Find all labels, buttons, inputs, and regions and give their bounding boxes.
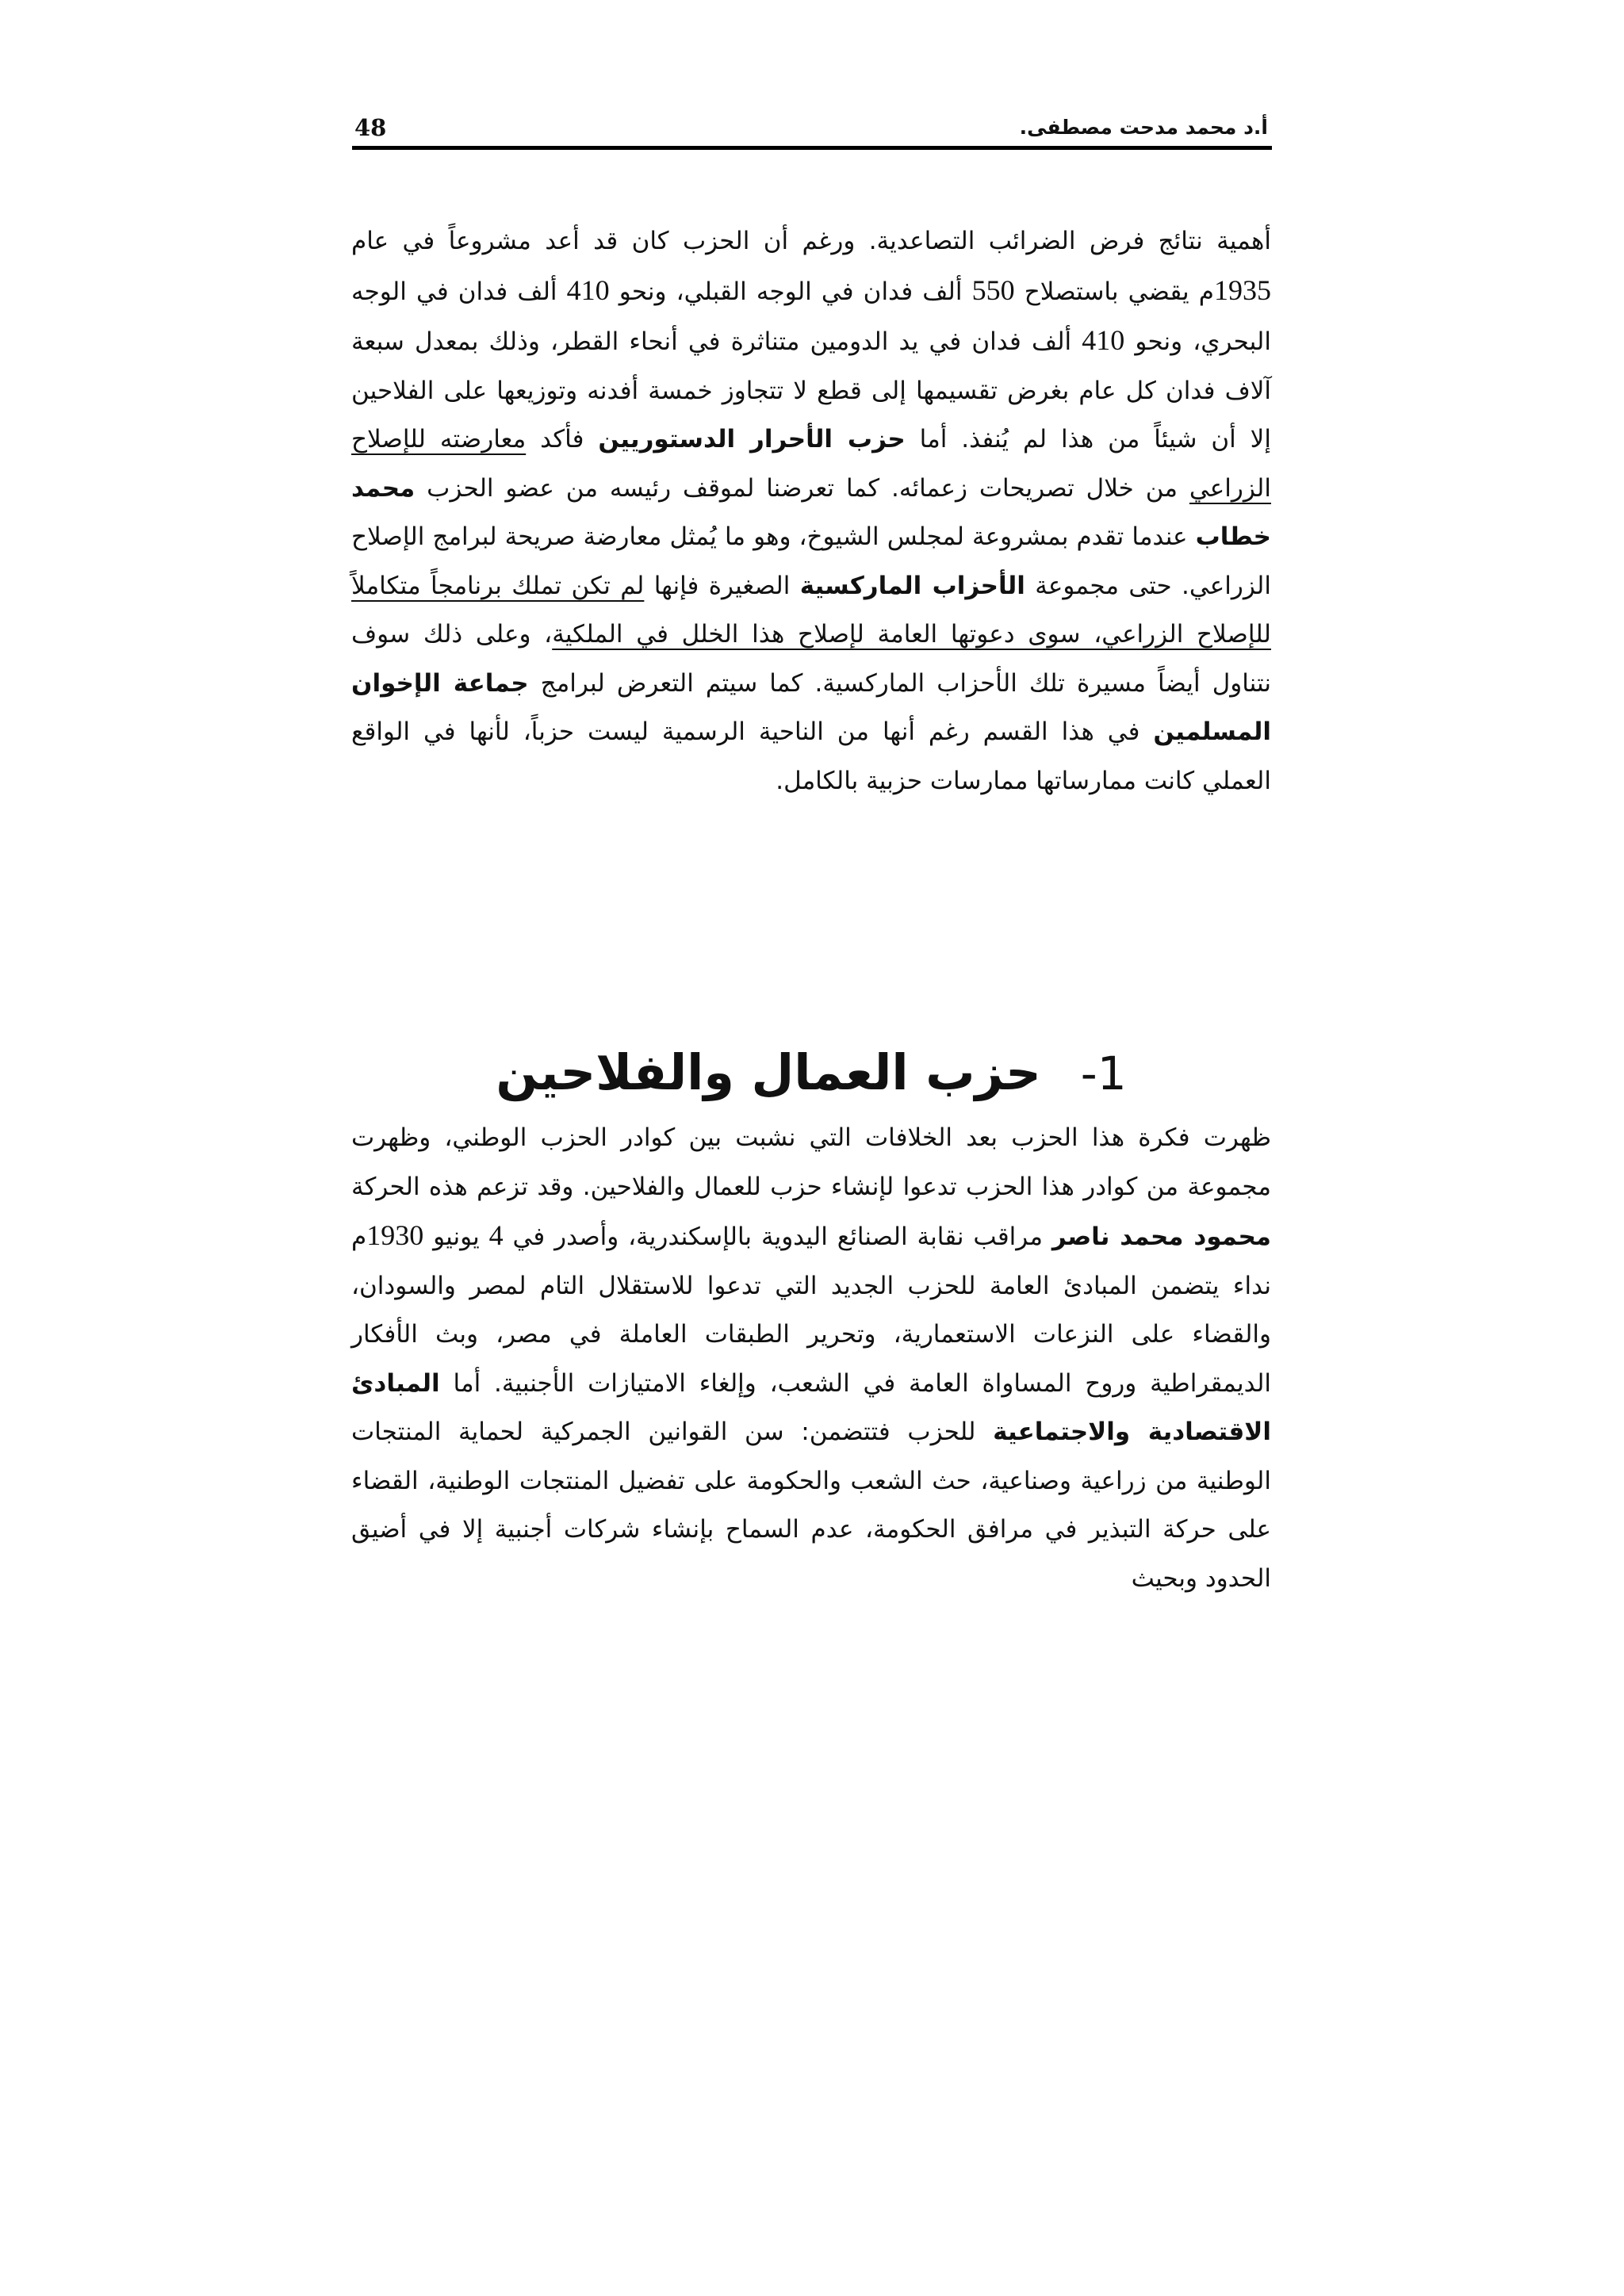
bold-term: محمود محمد ناصر: [1051, 1223, 1271, 1251]
body-paragraph-2: [351, 1114, 1271, 1603]
underlined-phrase: لم تكن تملك برنامجاً متكاملاً للإصلاح الزراعي، سوى دعوتها العامة لإصلاح هذا الخلل في الملكية: [351, 571, 1271, 649]
text-run: ألف فدان في يد الدومين متناثرة في أنحاء القطر، وذلك بمعدل سبعة آلاف فدان كل عام بغرض تقسيمها إلى قطع لا تتجاوز خمسة أفدنه وتوزيعها على الفلاحين إلا أن شيئاً من هذا لم يُنفذ. أما: [351, 327, 1271, 453]
text-run: ألف فدان في الوجه القبلي، ونحو: [609, 277, 972, 306]
header-rule: [352, 146, 1272, 150]
bold-term: المبادئ الاقتصادية والاجتماعية: [351, 1368, 1271, 1446]
text-run: م نداء يتضمن المبادئ العامة للحزب الجديد التي تدعوا للاستقلال التام لمصر والسودان، والقضاء على النزعات الاستعمارية، وتحرير الطبقات العاملة في مصر، وبث الأفكار الديمقراطية وروح المساواة العامة في الشعب، وإلغاء الامتيازات الأجنبية. أما: [351, 1223, 1271, 1398]
page-number: 48: [354, 114, 387, 141]
text-run: يونيو: [423, 1223, 489, 1251]
bold-term: الأحزاب الماركسية: [799, 571, 1025, 600]
text-run: ظهرت فكرة هذا الحزب بعد الخلافات التي نشبت بين كوادر الحزب الوطني، وظهرت مجموعة من كوادر هذا الحزب تدعوا لإنشاء حزب للعمال والفلاحين. وقد تزعم هذه الحركة: [351, 1123, 1271, 1201]
area-number: 550: [971, 274, 1015, 306]
section-heading: [351, 1029, 1271, 1116]
bold-term: جماعة الإخوان المسلمين: [351, 668, 1271, 746]
bold-term: محمد خطاب: [351, 473, 1271, 551]
text-run: ، وعلى ذلك سوف نتناول أيضاً مسيرة تلك الأحزاب الماركسية. كما سيتم التعرض لبرامج: [351, 620, 1271, 698]
text-run: عندما تقدم بمشروعة لمجلس الشيوخ، وهو ما يُمثل معارضة صريحة لبرامج الإصلاح الزراعي. حتى مجموعة: [351, 522, 1271, 600]
text-run: في هذا القسم رغم أنها من الناحية الرسمية ليست حزباً، لأنها في الواقع العملي كانت ممارساتها ممارسات حزبية بالكامل.: [351, 718, 1271, 795]
text-run: مراقب نقابة الصنائع اليدوية بالإسكندرية، وأصدر في: [503, 1223, 1052, 1251]
body-paragraph-1: [351, 217, 1271, 806]
header-author: أ.د محمد مدحت مصطفى.: [1019, 116, 1268, 139]
year-number: 1935: [1214, 274, 1271, 306]
text-run: الصغيرة فإنها: [644, 571, 800, 600]
text-run: فأكد: [526, 425, 599, 453]
text-run: من خلال تصريحات زعمائه. كما تعرضنا لموقف رئيسه من عضو الحزب: [415, 473, 1189, 503]
year-number: 1930: [366, 1219, 424, 1251]
area-number: 410: [1082, 324, 1125, 356]
text-run: أهمية نتائج فرض الضرائب التصاعدية. ورغم أن الحزب كان قد أعد مشروعاً في عام: [351, 227, 1271, 255]
date-number: 4: [488, 1219, 504, 1251]
section-title: حزب العمال والفلاحين: [496, 1043, 1041, 1101]
section-number: 1-: [1080, 1047, 1127, 1100]
bold-term: حزب الأحرار الدستوريين: [598, 425, 906, 453]
area-number: 410: [566, 274, 610, 306]
page-header: [354, 109, 1268, 146]
text-run: ألف فدان في الوجه البحري، ونحو: [351, 277, 1271, 356]
text-run: م يقضي باستصلاح: [1014, 277, 1214, 306]
underlined-phrase: معارضته للإصلاح الزراعي: [351, 425, 1271, 503]
text-run: للحزب فتتضمن: سن القوانين الجمركية لحماية المنتجات الوطنية من زراعية وصناعية، حث الشعب والحكومة على تفضيل المنتجات الوطنية، القضاء على حركة التبذير في مرافق الحكومة، عدم السماح بإنشاء شركات أجنبية إلا في أضيق الحدود وبحيث: [351, 1418, 1271, 1593]
